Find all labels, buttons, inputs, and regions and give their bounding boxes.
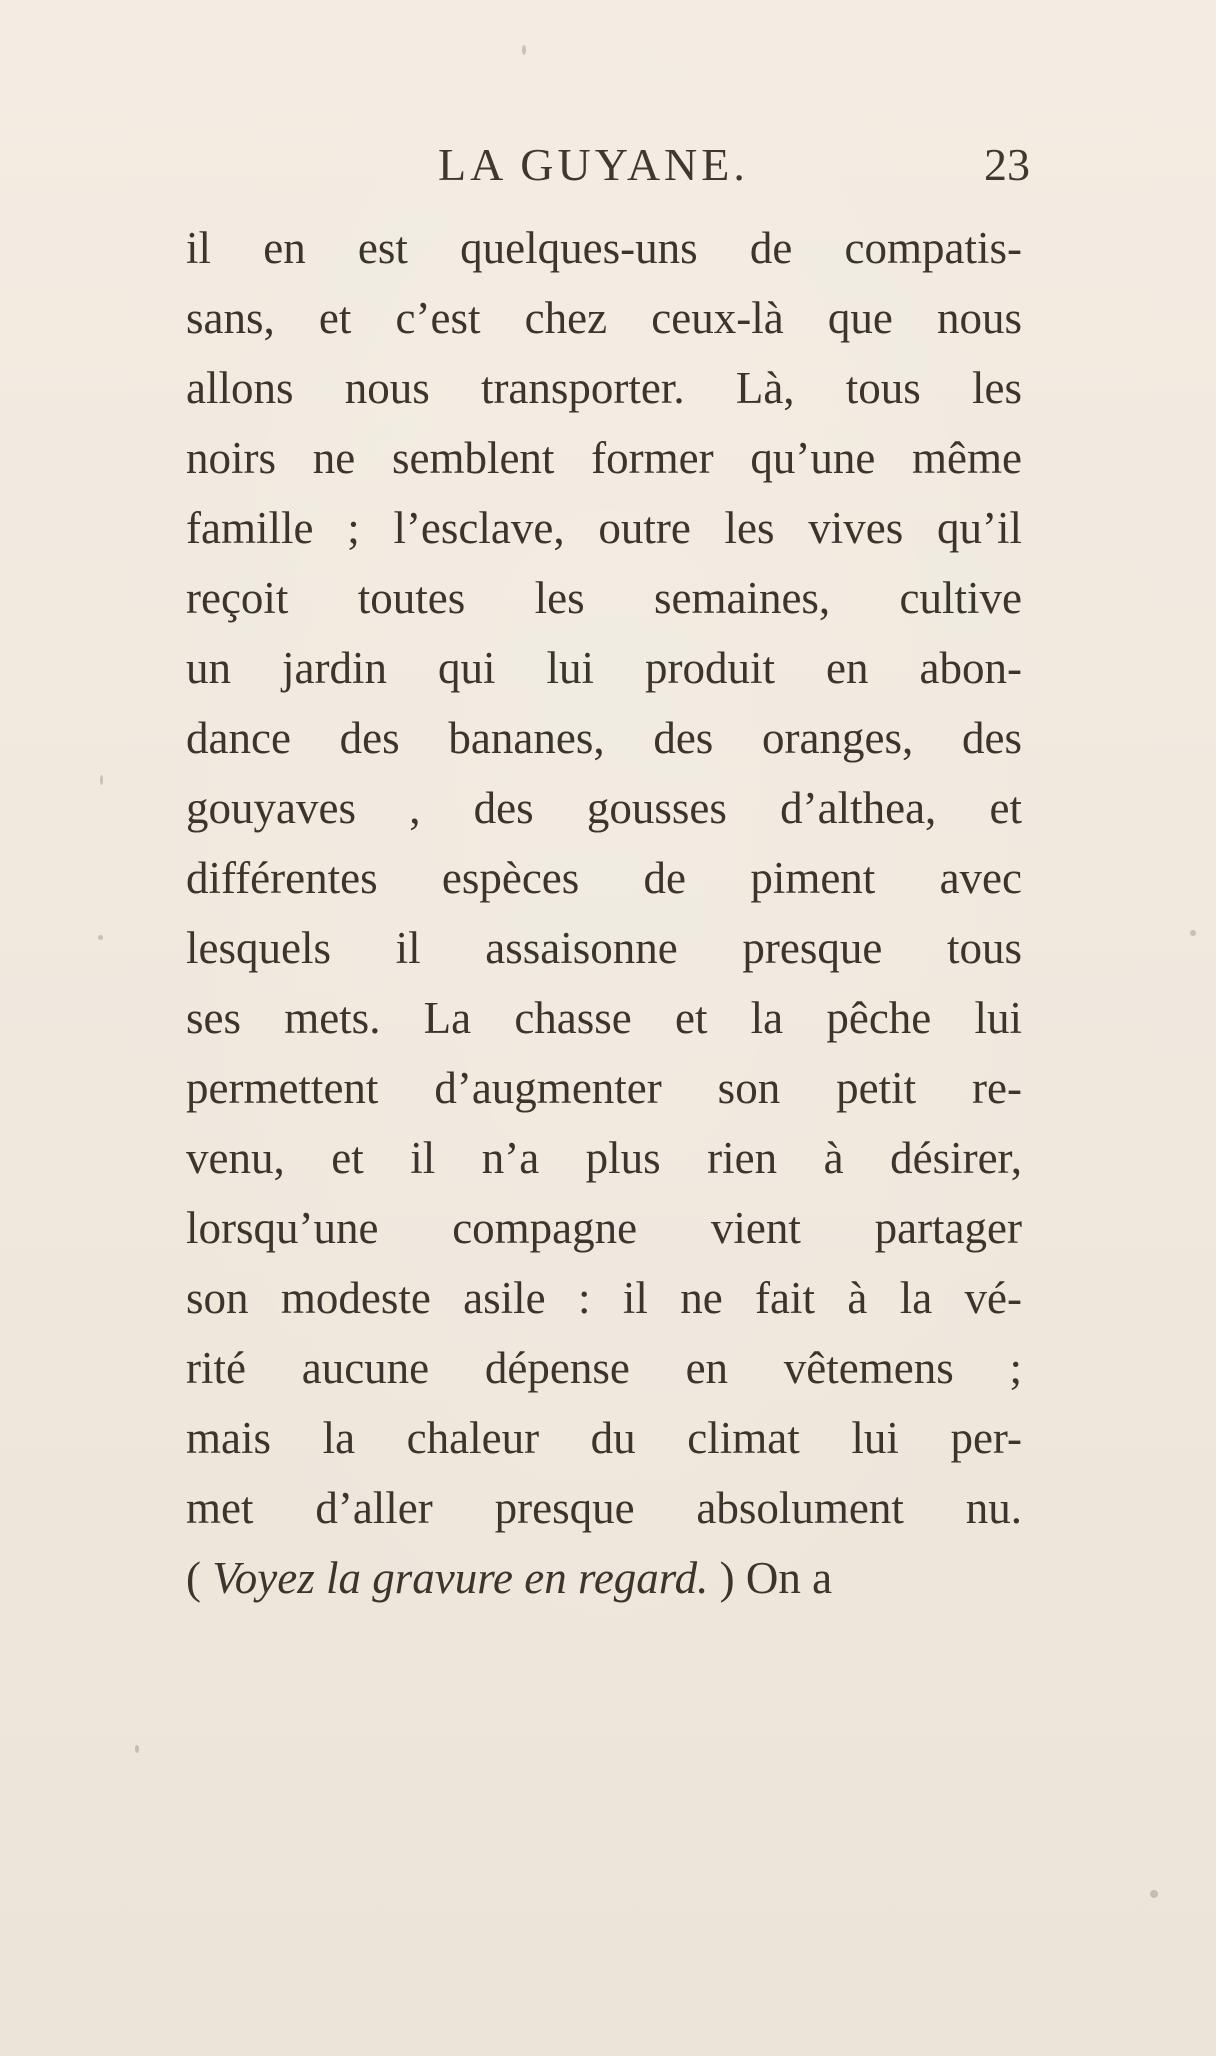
text-line: ses mets. La chasse et la pêche lui [186,993,1022,1043]
text-line: différentes espèces de piment avec [186,853,1022,903]
text-line: son modeste asile : il ne fait à la vé- [186,1273,1022,1323]
text-line: dance des bananes, des oranges, des [186,713,1022,763]
text-line: gouyaves , des gousses d’althea, et [186,783,1022,833]
text-line: un jardin qui lui produit en abon- [186,643,1022,693]
text-line: famille ; l’esclave, outre les vives qu’il [186,503,1022,553]
closing-text: ) On a [708,1553,833,1603]
page-header [0,135,1216,195]
page-number: 23 [984,139,1030,190]
paper-speck [100,775,103,785]
running-title: LA GUYANE. [438,139,749,190]
text-line: lesquels il assaisonne presque tous [186,923,1022,973]
figure-reference: Voyez la gravure en regard. [212,1553,709,1603]
text-line-last [186,1543,1022,1613]
body-paragraph [186,213,1022,1613]
open-paren: ( [186,1553,213,1603]
text-line: noirs ne semblent former qu’une même [186,433,1022,483]
text-line: sans, et c’est chez ceux-là que nous [186,293,1022,343]
paper-speck [98,935,103,940]
text-line: met d’aller presque absolument nu. [186,1483,1022,1533]
text-line: venu, et il n’a plus rien à désirer, [186,1133,1022,1183]
paper-speck [1190,930,1196,936]
paper-speck [1150,1890,1158,1898]
text-line: permettent d’augmenter son petit re- [186,1063,1022,1113]
text-line: reçoit toutes les semaines, cultive [186,573,1022,623]
text-line: il en est quelques-uns de compatis- [186,223,1022,273]
text-line: mais la chaleur du climat lui per- [186,1413,1022,1463]
text-line: allons nous transporter. Là, tous les [186,363,1022,413]
paper-speck [135,1745,139,1753]
text-line: lorsqu’une compagne vient partager [186,1203,1022,1253]
paper-speck [522,45,526,55]
text-line: rité aucune dépense en vêtemens ; [186,1343,1022,1393]
